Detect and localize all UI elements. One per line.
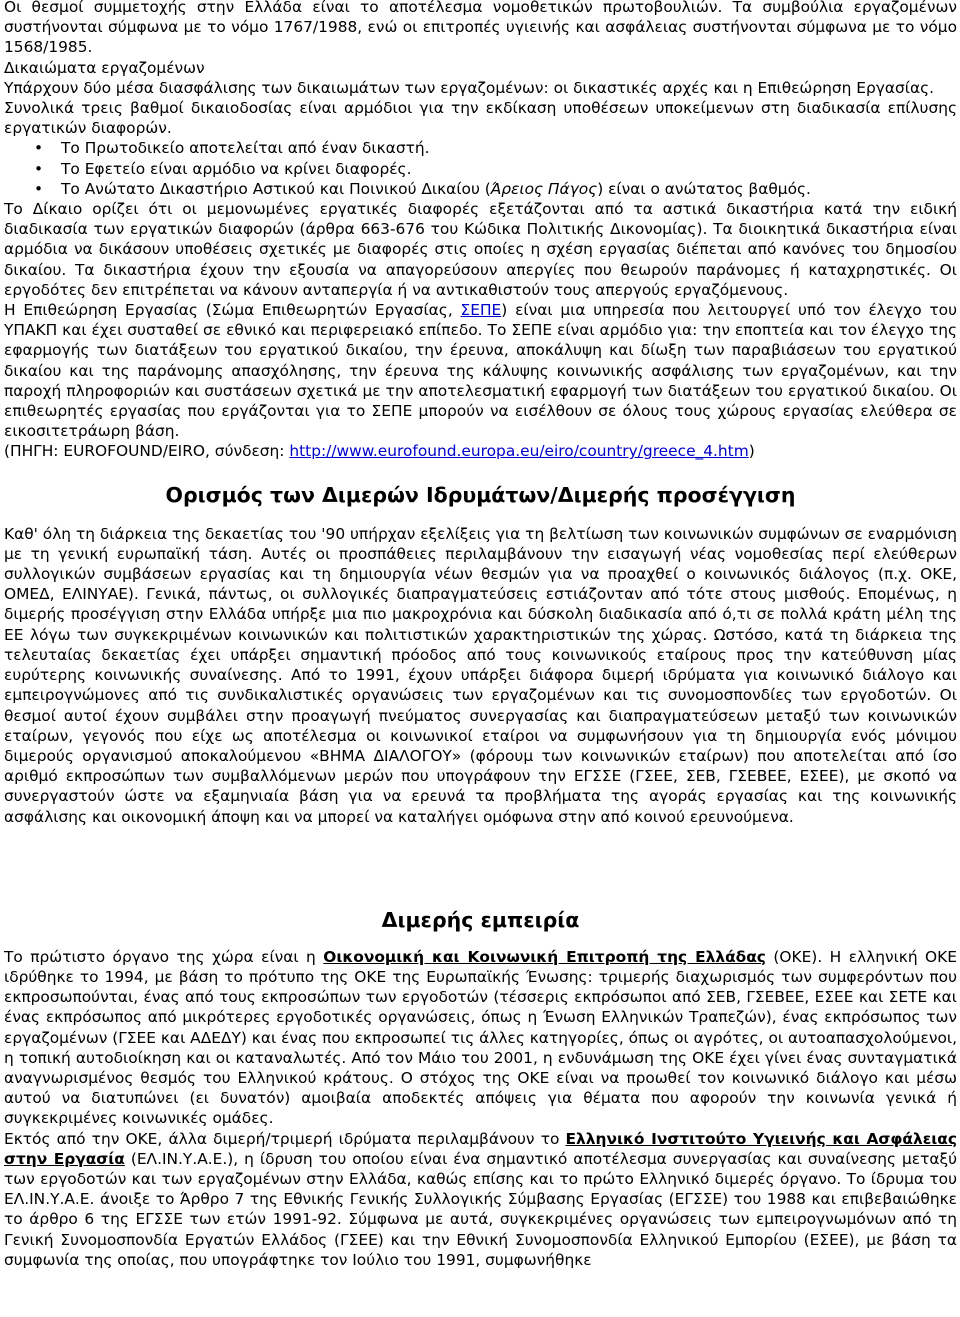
oke-paragraph [4, 947, 957, 1129]
sepe-link[interactable]: ΣΕΠΕ [460, 301, 502, 320]
source-text: (ΠΗΓΗ: EUROFOUND/EIRO, σύνδεση: [4, 442, 290, 461]
section-title-bilateral-approach: Ορισμός των Διμερών Ιδρυμάτων/Διμερής προσέγγιση [165, 482, 796, 507]
list-item [4, 179, 957, 199]
rights-heading: Δικαιώματα εργαζομένων [4, 58, 205, 77]
rights-paragraph-2: Συνολικά τρεις βαθμοί δικαιοδοσίας είναι αρμόδιοι για την εκδίκαση υποθέσεων υποκείμενων στη διαδικασία επίλυσης εργατικών διαφορών. [4, 99, 957, 138]
elinyae-paragraph [4, 1129, 957, 1270]
rights-paragraph-3: Το Δίκαιο ορίζει ότι οι μεμονωμένες εργατικές διαφορές εξετάζονται από τα αστικά δικαστήρια κατά την ειδική διαδικασία των εργατικών διαφορών (άρθρα 663-676 του Κώδικα Πολιτικής Δικονομίας). Τα διοικητικά δικαστήρια είναι αρμόδια να δικάσουν υποθέσεις σχετικές με διαφορές στις οποίες η σχέση εργασίας διέπεται από κανόνες του δημοσίου δικαίου. Τα δικαστήρια έχουν την εξουσία να απαγορεύσουν απεργίες που θεωρούν παράνομες ή καταχρηστικές. Οι εργοδότες δεν επιτρέπεται να κάνουν ανταπεργία ή να αντικαθιστούν τους απεργούς εργαζόμενους. [4, 200, 957, 299]
bullet-text: ) είναι ο ανώτατος βαθμός. [597, 179, 811, 198]
source-line [4, 441, 957, 461]
section-title-bilateral-experience: Διμερής εμπειρία [381, 907, 580, 932]
list-item: • Το Πρωτοδικείο αποτελείται από έναν δικαστή. [4, 138, 957, 158]
bullet-text: Το Ανώτατο Δικαστήριο Αστικού και Ποινικού Δικαίου ( [61, 179, 491, 198]
document-page [4, 0, 957, 1270]
paragraph-text: (ΟΚΕ). Η ελληνική ΟΚΕ ιδρύθηκε το 1994, με βάση το πρότυπο της ΟΚΕ της Ευρωπαϊκής Ένωσης: τριμερής διαχωρισμός των συμφερόντων που εκπροσωπούνται, ένας από τους εκπροσώπων των εργοδοτών (τέσσερις εκπρόσωποι από ΣΕΒ, ΓΣΕΒΕΕ, ΕΣΕΕ και ΣΕΤΕ και ένας εκπρόσωπος από μικρότερες εργοδοτικές οργανώσεις, όπως η Ένωση Ελληνικών Τραπεζών), ένας εκπρόσωπος των εργαζομένων (ΓΣΕΕ και ΑΔΕΔΥ) και ένας που εκπροσωπεί τις άλλες κατηγορίες, όπως οι αγρότες, οι αυτοαπασχολούμενοι, η τοπική αυτοδιοίκηση και οι καταναλωτές. Από τον Μάιο του 2001, η ενδυνάμωση της ΟΚΕ έχει γίνει ένας συνταγματικά αναγνωρισμένος θεσμός του Ελληνικού κράτους. Ο στόχος της ΟΚΕ είναι να προωθεί τον κοινωνικό διάλογο και μέσω αυτού να διατυπώνει (ει δυνατόν) αμοιβαία αποδεκτές απόψεις για θέματα που αφορούν την κοινωνία γενικά ή συγκεκριμένες κοινωνικές ομάδες. [4, 947, 957, 1128]
paragraph-text: ) είναι μια υπηρεσία που λειτουργεί υπό τον έλεγχο του ΥΠΑΚΠ και έχει συσταθεί σε εθνικό και περιφερειακό επίπεδο. Το ΣΕΠΕ είναι αρμόδιο για: την εποπτεία και τον έλεγχο της εφαρμογής των διατάξεων του εργατικού δικαίου, την έρευνα, αποκάλυψη και δίωξη των παραβιάσεων του εργατικού δικαίου και της παράνομης απασχόλησης, την έρευνα της κάλυψης κοινωνικής ασφάλισης των εργαζομένων, και την παροχή πληροφοριών και συστάσεων σχετικά με την αποτελεσματική εφαρμογή των διατάξεων του εργατικού δικαίου. Οι επιθεωρητές εργασίας που εργάζονται για το ΣΕΠΕ μπορούν να εισέλθουν σε όλους τους χώρους εργασίας ελεύθερα σε εικοσιτετράωρη βάση. [4, 301, 957, 441]
sepe-paragraph [4, 300, 957, 441]
oke-link[interactable]: Οικονομική και Κοινωνική Επιτροπή της Ελλάδας [323, 947, 766, 966]
rights-paragraph-1: Υπάρχουν δύο μέσα διασφάλισης των δικαιωμάτων των εργαζομένων: οι δικαστικές αρχές και η Επιθεώρηση Εργασίας. [4, 78, 935, 97]
paragraph-text: Το πρώτιστο όργανο της χώρα είναι η [4, 947, 324, 966]
source-text: ) [748, 442, 755, 461]
paragraph-text: Εκτός από την ΟΚΕ, άλλα διμερή/τριμερή ιδρύματα περιλαμβάνουν το [4, 1129, 566, 1148]
court-levels-list [4, 138, 957, 199]
areios-pagos-text: Άρειος Πάγος [490, 179, 598, 198]
eurofound-link[interactable]: http://www.eurofound.europa.eu/eiro/country/greece_4.htm [289, 442, 749, 461]
paragraph-text: (ΕΛ.ΙΝ.Υ.Α.Ε.), η ίδρυση του οποίου είναι ένα σημαντικό αποτέλεσμα συνεργασίας και συναίνεσης μεταξύ των εργοδοτών και των εργαζομένων στην Ελλάδα, καθώς επίσης και το πρώτο Ελληνικό διμερές όργανο. Το ίδρυμα του ΕΛ.ΙΝ.Υ.Α.Ε. άνοιξε το Άρθρο 7 της Εθνικής Γενικής Συλλογικής Σύμβασης Εργασίας (ΕΓΣΣΕ) του 1988 και επιβεβαιώθηκε το άρθρο 6 της ΕΓΣΣΕ των ετών 1991-92. Σύμφωνα με αυτά, συγκεκριμένες οργανώσεις των εμπειρογνωμόνων από τη Γενική Συνομοσπονδία Εργατών Ελλάδος (ΓΣΕΕ) και την Εθνική Συνομοσπονδία Ελληνικού Εμπορίου (ΕΣΕΕ), με βάση τα συμφωνία της οποίας, που υπογράφτηκε τον Ιούλιο του 1991, συμφωνήθηκε [4, 1149, 957, 1269]
paragraph-text: Η Επιθεώρηση Εργασίας (Σώμα Επιθεωρητών Εργασίας, [4, 301, 461, 320]
list-item: • Το Εφετείο είναι αρμόδιο να κρίνει διαφορές. [4, 159, 957, 179]
bilateral-approach-paragraph: Καθ' όλη τη διάρκεια της δεκαετίας του '90 υπήρχαν εξελίξεις για τη βελτίωση των κοινωνικών συμφώνων σε εναρμόνιση με τη γενική ευρωπαϊκή τάση. Αυτές οι προσπάθειες περιλαμβάνουν την εισαγωγή νέας νομοθεσίας περί ελεύθερων συλλογικών συμβάσεων εργασίας και τη δημιουργία νέων θεσμών για να προαχθεί ο κοινωνικός διάλογος (π.χ. ΟΚΕ, ΟΜΕΔ, ΕΛΙΝΥΑΕ). Γενικά, πάντως, οι συλλογικές διαπραγματεύσεις εστιάζονταν από τότε στους μισθούς. Επομένως, η διμερής προσέγγιση στην Ελλάδα υπήρξε μια πιο μακροχρόνια και δύσκολη διαδικασία από ό,τι σε πολλά κράτη μέλη της ΕΕ λόγω των συγκεκριμένων κοινωνικών και πολιτιστικών χαρακτηριστικών της χώρας. Ωστόσο, κατά τη διάρκεια της τελευταίας δεκαετίας έχει υπάρξει σημαντική πρόοδος από τους κοινωνικούς εταίρους προς την κατεύθυνση μίας ευρύτερης κοινωνικής συναίνεσης. Από το 1991, έχουν υπάρξει διάφορα διμερή ιδρύματα για κοινωνικό διάλογο και εμπειρογνώμονες από τις συνδικαλιστικές οργανώσεις των εργαζομένων και τις συνομοσπονδίες των εργοδοτών. Οι θεσμοί αυτοί έχουν συμβάλει στην προαγωγή πνεύματος συνεργασίας και διαπραγματεύσεων μεταξύ των κοινωνικών εταίρων, γεγονός που είχε ως αποτέλεσμα οι κοινωνικοί εταίροι να συμφωνήσουν για τη δημιουργία ενός μόνιμου διμερούς οργανισμού αποκαλούμενου «ΒΗΜΑ ΔΙΑΛΟΓΟΥ» (φόρουμ των κοινωνικών εταίρων) που αποτελείται από ίσο αριθμό εκπροσώπων των συμβαλλόμενων μερών που υπογράφουν την ΕΓΣΣΕ (ΓΣΕΕ, ΣΕΒ, ΓΣΕΒΕΕ, ΕΣΕΕ), με σκοπό να συνεργαστούν ώστε να εξαμηνιαία βάση για να ερευνά τα προβλήματα της αγοράς εργασίας και της κοινωνικής ασφάλισης και οικονομική άποψη και να μπορεί να καταλήγει ομόφωνα στην από κοινού ερευνούμενα. [4, 524, 957, 826]
intro-paragraph: Οι θεσμοί συμμετοχής στην Ελλάδα είναι το αποτέλεσμα νομοθετικών πρωτοβουλιών. Τα συμβούλια εργαζομένων συστήνονται σύμφωνα με το νόμο 1767/1988, ενώ οι επιτροπές υγιεινής και ασφάλειας συστήνονται σύμφωνα με το νόμο 1568/1985. [4, 0, 957, 57]
elinyae-link[interactable]: Ελληνικό Ινστιτούτο Υγιεινής και Ασφάλειας στην Εργασία [4, 1129, 957, 1168]
